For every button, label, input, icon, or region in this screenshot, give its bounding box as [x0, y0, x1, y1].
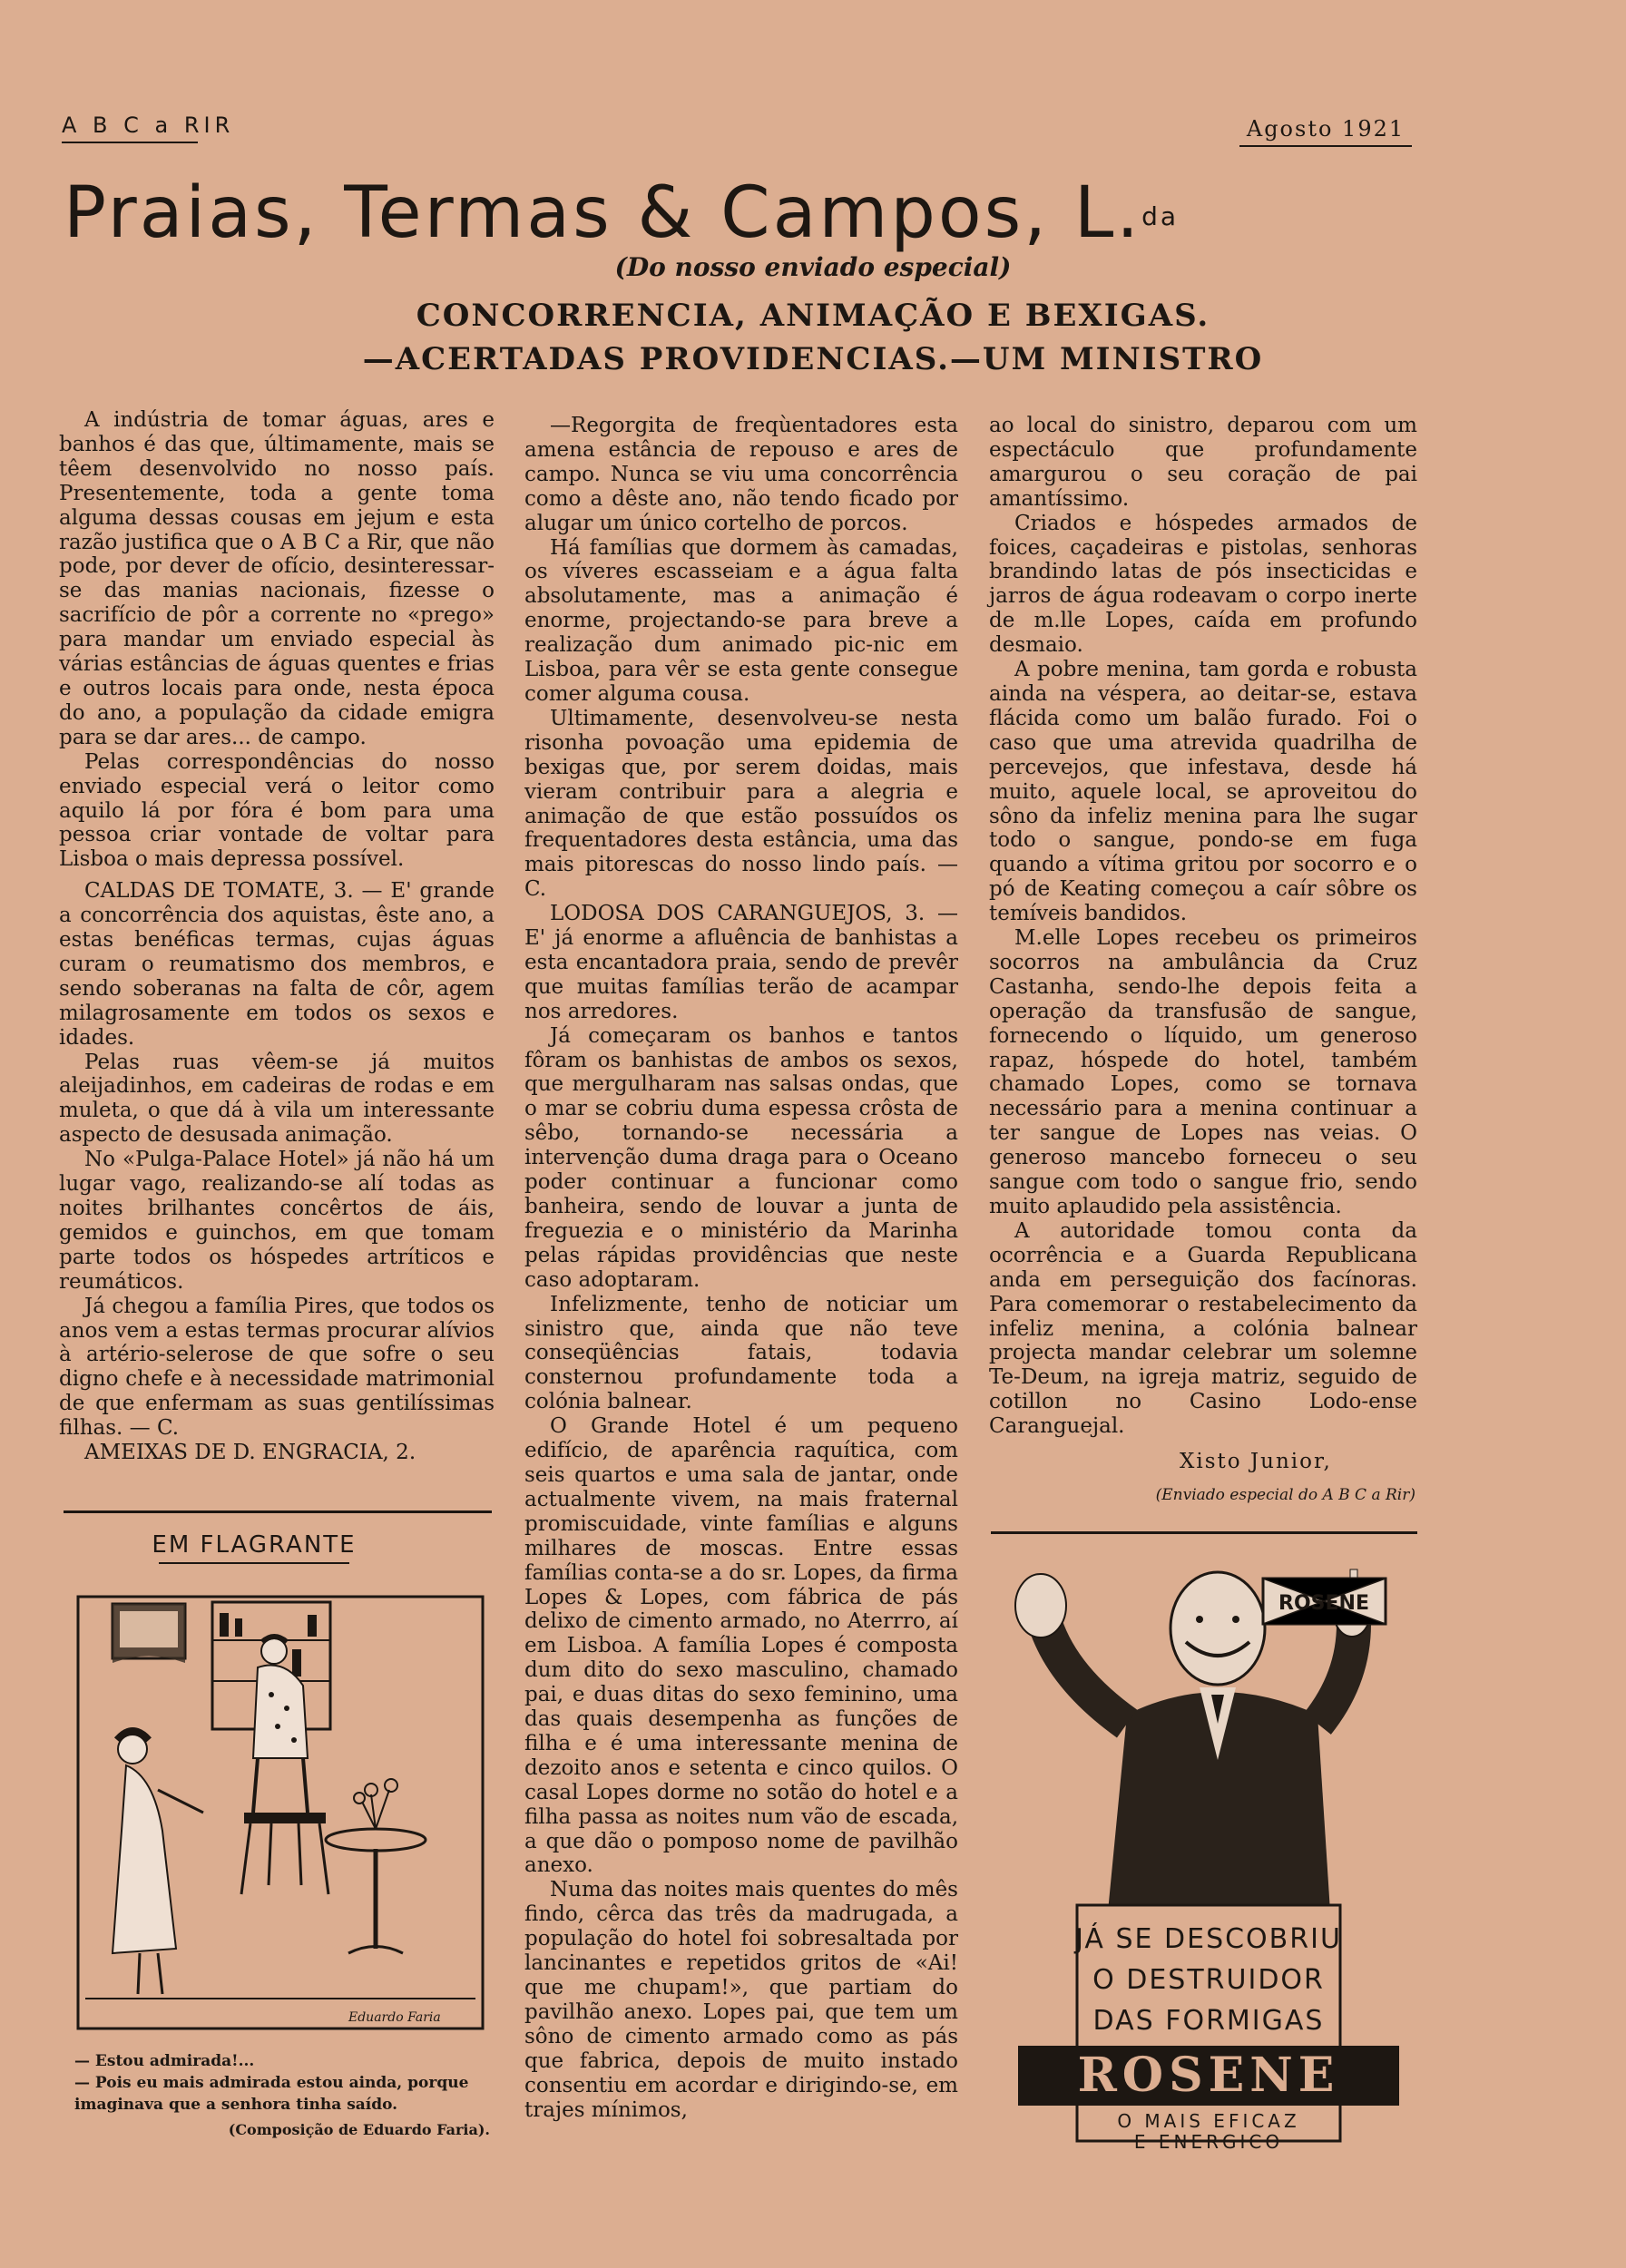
issue-date: Agosto 1921 [1239, 116, 1412, 147]
ad-line-1: JÁ SE DESCOBRIU [1075, 1923, 1342, 1955]
paragraph: Infelizmente, tenho de noticiar um sinistro que, ainda que não teve conseqüências fatais, todavia consternou profundamente toda a colónia balnear. [524, 1292, 958, 1414]
paragraph: Já começaram os banhos e tantos fôram os banhistas de ambos os sexos, que mergulharam nas salsas ondas, que o mar se cobriu duma espessa crôsta de sêbo, tornando-se necessária a intervenção duma draga para o Oceano poder continuar a funcionar como banheira, sendo de louvar a junta de freguezia e o ministério da Marinha pelas rápidas providências que neste caso adoptaram. [524, 1023, 958, 1292]
headline-suffix: da [1141, 201, 1180, 231]
paragraph: No «Pulga-Palace Hotel» já não há um lugar vago, realizando-se alí todas as noites brilhantes concêrtos de áis, gemidos e guinchos, em que tomam parte todos os hóspedes artríticos e reumáticos. [59, 1148, 495, 1294]
rosene-advertisement [991, 1542, 1417, 2150]
ad-tag-1: O MAIS EFICAZ [1117, 2110, 1300, 2132]
paragraph: Numa das noites mais quentes do mês findo, cêrca das três da madrugada, a população do hotel foi sobresaltada por lancinantes e repetidos gritos de «Ai! que me chupam!», que partiam do pavilhão anexo. Lopes pai, que tem um sôno de cimento armado como as pás que fabrica, depois de muito instado consentiu em acordar e dirigindo-se, em trajes mínimos, [524, 1878, 958, 2122]
paragraph: Já chegou a família Pires, que todos os anos vem a estas termas procurar alívios à artério-selerose de que sofre o seu digno chefe e à necessidade matrimonial de que enfermam as suas gentilíssimas filhas. — C. [59, 1294, 495, 1441]
deck-line-2: —ACERTADAS PROVIDENCIAS.—UM MINISTRO [362, 341, 1264, 377]
caption-line: — Estou admirada!... [74, 2052, 255, 2070]
article-column-1 [59, 408, 495, 1465]
paragraph: Pelas ruas vêem-se já muitos aleijadinhos, em cadeiras de rodas e em muleta, o que dá à vila um interessante aspecto de desusada animação. [59, 1050, 495, 1148]
ad-line-2: O DESTRUIDOR [1092, 1964, 1325, 1996]
ad-badge: ROSENE [1278, 1592, 1369, 1615]
magazine-name: A B C a RIR [62, 112, 234, 143]
artist-signature: Eduardo Faria [348, 2010, 441, 2025]
paragraph: A pobre menina, tam gorda e robusta ainda na véspera, ao deitar-se, estava flácida como um balão furado. Foi o caso que uma atrevida quadrilha de percevejos, que infestava, desde há muito, aquele local, se aproveitou do sôno da infeliz menina para lhe sugar todo o sangue, pondo-se em fuga quando a vítima gritou por socorro e o pó de Keating começou a caír sôbre os temíveis bandidos. [989, 658, 1417, 926]
paragraph: O Grande Hotel é um pequeno edifício, de aparência raquítica, com seis quartos e uma sala de jantar, onde actualmente vivem, na mais fraternal promiscuidade, vinte famílias e alguns milhares de moscas. Entre essas famílias conta-se a do sr. Lopes, da firma Lopes & Lopes, com fábrica de pás delixo de cimento armado, no Aterrro, aí em Lisboa. A família Lopes é composta dum dito do sexo masculino, chamado pai, e duas ditas do sexo feminino, uma das quais desempenha as funções de filha e é uma interessante menina de dezoito anos e setenta e cinco quilos. O casal Lopes dorme no sotão do hotel e a filha passa as noites num vão de escada, a que dão o pomposo nome de pavilhão anexo. [524, 1414, 958, 1878]
paragraph: LODOSA DOS CARANGUEJOS, 3. — E' já enorme a afluência de banhistas a esta encantadora praia, sendo de prevêr que muitas famílias terão de acampar nos arredores. [524, 902, 958, 1023]
caption-line: — Pois eu mais admirada estou ainda, porque imaginava que a senhora tinha saído. [74, 2074, 469, 2114]
ad-tag-2: E ENERGICO [1133, 2131, 1284, 2150]
ad-brand: ROSENE [1077, 2048, 1340, 2103]
headline-main: Praias, Termas & Campos, L. [64, 172, 1142, 254]
deck-line-1: CONCORRENCIA, ANIMAÇÃO E BEXIGAS. [416, 298, 1210, 334]
divider [64, 1510, 492, 1513]
paragraph: M.elle Lopes recebeu os primeiros socorros na ambulância da Cruz Castanha, sendo-lhe depois feita a operação da transfusão de sangue, fornecendo o líquido, um generoso rapaz, hóspede do hotel, também chamado Lopes, como se tornava necessário para a menina continuar a ter sangue de Lopes nas veias. O generoso mancebo forneceu o seu sangue com todo o sangue frio, sendo muito aplaudido pela assistência. [989, 926, 1417, 1218]
cartoon-title: EM FLAGRANTE [118, 1531, 390, 1564]
author-signature: Xisto Junior, [1180, 1450, 1332, 1473]
cartoon-caption [74, 2050, 501, 2116]
paragraph: A autoridade tomou conta da ocorrência e a Guarda Republicana anda em perseguição dos facínoras. Para comemorar o restabelecimento da infeliz menina, a colónia balnear projecta mandar celebrar um solemne Te-Deum, na igreja matriz, seguido de cotillon no Casino Lodo-ense Caranguejal. [989, 1218, 1417, 1439]
ad-line-3: DAS FORMIGAS [1092, 2005, 1325, 2037]
paragraph: A indústria de tomar águas, ares e banhos é das que, últimamente, mais se têem desenvolvido no nosso país. Presentemente, toda a gente toma alguma dessas cousas em jejum e esta razão justifica que o A B C a Rir, que não pode, por dever de ofício, desinteressar-se das manias nacionais, fizesse o sacrifício de pôr a corrente no «prego» para mandar um enviado especial às várias estâncias de águas quentes e frias e outros locais para onde, nesta época do ano, a população da cidade emigra para se dar ares... de campo. [59, 408, 495, 749]
page-title [64, 168, 1434, 259]
paragraph: Ultimamente, desenvolveu-se nesta risonha povoação uma epidemia de bexigas que, por serem doidas, mais vieram contribuir para a alegria e animação de que estão possuídos os frequentadores desta estância, uma das mais pitorescas do nosso lindo país. — C. [524, 706, 958, 902]
paragraph: Pelas correspondências do nosso enviado especial verá o leitor como aquilo lá por fóra é bom para uma pessoa criar vontade de voltar para Lisboa o mais depressa possível. [59, 749, 495, 872]
paragraph: ao local do sinistro, deparou com um espectáculo que profundamente amargurou o seu coração de pai amantíssimo. [989, 414, 1417, 511]
cartoon-illustration [76, 1595, 485, 2030]
paragraph: AMEIXAS DE D. ENGRACIA, 2. [84, 1441, 416, 1465]
paragraph: Há famílias que dormem às camadas, os víveres escasseiam e a água falta absolutamente, mas a animação é enorme, projectando-se para breve a realização dum animado pic-nic em Lisboa, para vêr se esta gente consegue comer alguma cousa. [524, 535, 958, 706]
article-column-3 [989, 414, 1417, 1439]
author-note: (Enviado especial do A B C a Rir) [1155, 1486, 1415, 1504]
divider [991, 1531, 1417, 1534]
paragraph: CALDAS DE TOMATE, 3. — E' grande a concorrência dos aquistas, êste ano, a estas benéficas termas, cujas águas curam o reumatismo dos membros, e sendo soberanas na falta de côr, agem milagrosamente em todos os sexos e idades. [59, 879, 495, 1050]
cartoon-credit: (Composição de Eduardo Faria). [228, 2121, 490, 2138]
paragraph: Criados e hóspedes armados de foices, caçadeiras e pistolas, senhoras brandindo latas de pós insecticidas e jarros de água rodeavam o corpo inerte de m.lle Lopes, caída em profundo desmaio. [989, 511, 1417, 658]
paragraph: —Regorgita de freqùentadores esta amena estância de repouso e ares de campo. Nunca se viu uma concorrência como a dêste ano, não tendo ficado por alugar um único cortelho de porcos. [524, 414, 958, 535]
byline: (Do nosso enviado especial) [614, 252, 1012, 282]
article-column-2 [524, 414, 958, 2122]
